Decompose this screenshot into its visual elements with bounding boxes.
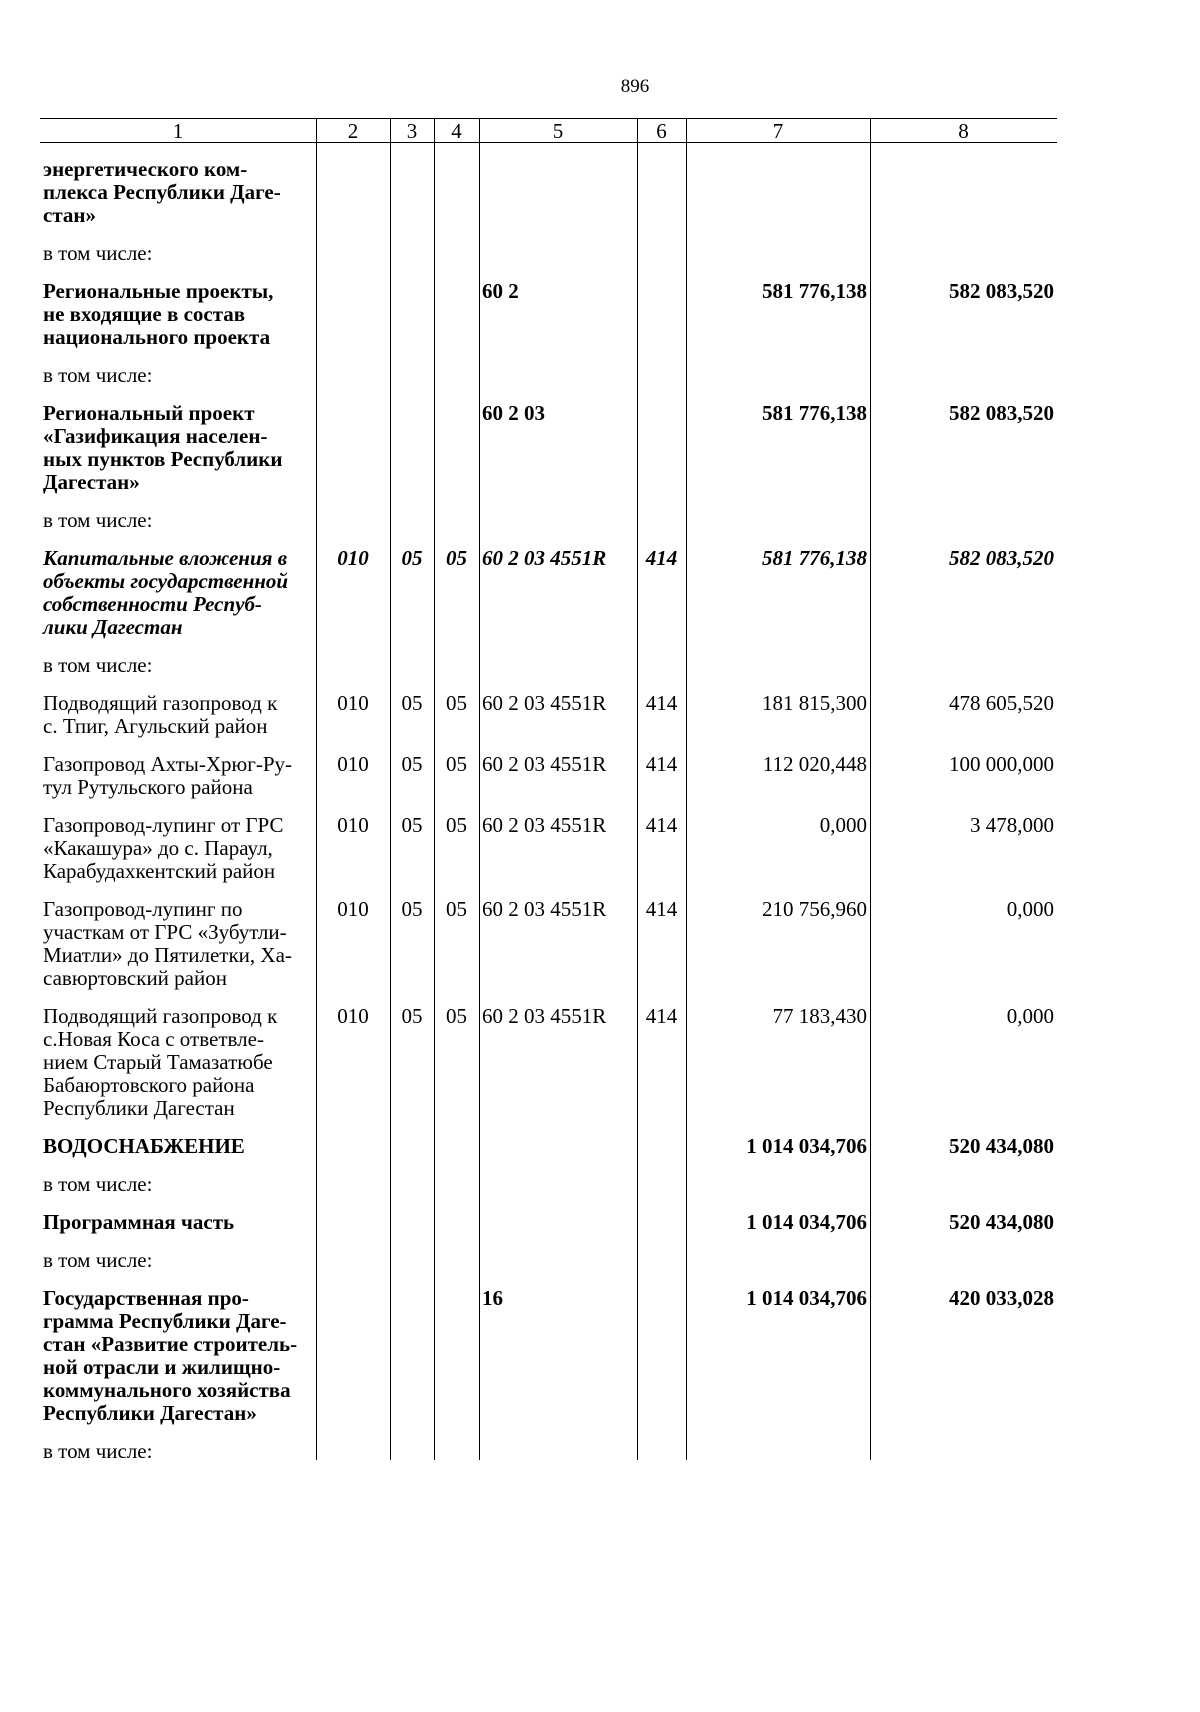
target-article-code (479, 143, 637, 227)
amount-year-1: 181 815,300 (762, 691, 867, 715)
expense-type-code (637, 1272, 686, 1425)
amount-year-1: 581 776,138 (762, 279, 867, 303)
amount-year-2: 3 478,000 (970, 813, 1054, 837)
expense-type-code: 414 (645, 1004, 678, 1028)
column-number-header (40, 118, 1057, 143)
amount-year-2: 582 083,520 (949, 546, 1054, 570)
amount-year-2: 582 083,520 (949, 279, 1054, 303)
target-article-code: 60 2 (482, 279, 519, 303)
ministry-code: 010 (337, 752, 369, 776)
amount-year-2: 520 434,080 (949, 1210, 1054, 1234)
amount-year-2: 478 605,520 (949, 691, 1054, 715)
ministry-code: 010 (337, 813, 369, 837)
column-header: 3 (406, 119, 418, 143)
ministry-code (316, 265, 390, 349)
table-row (40, 799, 1057, 883)
subsection-code (434, 265, 479, 349)
table-row (40, 227, 1057, 265)
target-article-code: 60 2 03 4551R (482, 813, 607, 837)
table-row (40, 883, 1057, 990)
ministry-code (316, 227, 390, 265)
amount-year-1: 210 756,960 (762, 897, 867, 921)
section-code (390, 1234, 434, 1272)
budget-table (40, 118, 1057, 1463)
section-code (390, 1158, 434, 1196)
section-code (390, 265, 434, 349)
expense-type-code (637, 639, 686, 677)
table-row (40, 1234, 1057, 1272)
ministry-code (316, 1272, 390, 1425)
section-code: 05 (401, 813, 423, 837)
target-article-code: 60 2 03 4551R (482, 691, 607, 715)
amount-year-2 (870, 1158, 1057, 1196)
ministry-code (316, 349, 390, 387)
amount-year-1: 1 014 034,706 (746, 1134, 867, 1158)
target-article-code: 60 2 03 4551R (482, 752, 607, 776)
row-label: в том числе: (43, 1248, 153, 1272)
section-code (390, 1425, 434, 1463)
section-code (390, 143, 434, 227)
section-code: 05 (401, 1004, 423, 1028)
amount-year-2: 520 434,080 (949, 1134, 1054, 1158)
amount-year-1: 112 020,448 (762, 752, 867, 776)
amount-year-2 (870, 494, 1057, 532)
subsection-code: 05 (446, 752, 467, 776)
ministry-code: 010 (337, 897, 369, 921)
amount-year-1 (686, 494, 870, 532)
section-code (390, 387, 434, 494)
ministry-code (316, 143, 390, 227)
expense-type-code (637, 1196, 686, 1234)
amount-year-1 (686, 1158, 870, 1196)
ministry-code (316, 1425, 390, 1463)
row-label: в том числе: (43, 653, 153, 677)
section-code (390, 1196, 434, 1234)
table-row (40, 387, 1057, 494)
row-label: Региональный проект «Газификация населен- ных пунктов Республики Дагестан» (43, 401, 283, 494)
column-header: 5 (552, 119, 564, 143)
row-label: Газопровод-лупинг по участкам от ГРС «Зубутли- Миатли» до Пятилетки, Ха- савюртовский район (43, 897, 292, 990)
subsection-code (434, 1158, 479, 1196)
table-row (40, 1425, 1057, 1463)
subsection-code: 05 (446, 813, 467, 837)
budget-table-frame (40, 118, 1057, 1463)
amount-year-2 (870, 639, 1057, 677)
target-article-code (479, 349, 637, 387)
expense-type-code: 414 (645, 691, 678, 715)
target-article-code (479, 1158, 637, 1196)
column-header: 7 (772, 119, 784, 143)
table-row (40, 349, 1057, 387)
amount-year-1: 1 014 034,706 (746, 1210, 867, 1234)
amount-year-2: 0,000 (1006, 897, 1054, 921)
expense-type-code (637, 265, 686, 349)
table-row (40, 1272, 1057, 1425)
column-header: 4 (451, 119, 462, 143)
target-article-code (479, 1234, 637, 1272)
row-label: в том числе: (43, 1172, 153, 1196)
section-code (390, 1120, 434, 1158)
ministry-code (316, 1196, 390, 1234)
subsection-code (434, 1234, 479, 1272)
amount-year-1: 581 776,138 (762, 401, 867, 425)
target-article-code (479, 1120, 637, 1158)
target-article-code: 60 2 03 4551R (482, 1004, 607, 1028)
amount-year-1 (686, 639, 870, 677)
expense-type-code (637, 1120, 686, 1158)
ministry-code (316, 494, 390, 532)
row-label: Газопровод Ахты-Хрюг-Ру- тул Рутульского района (43, 752, 293, 799)
amount-year-2 (870, 1234, 1057, 1272)
amount-year-2: 420 033,028 (949, 1286, 1054, 1310)
subsection-code (434, 1272, 479, 1425)
subsection-code (434, 494, 479, 532)
table-row (40, 1120, 1057, 1158)
row-label: ВОДОСНАБЖЕНИЕ (43, 1134, 245, 1158)
table-row (40, 143, 1057, 227)
table-row (40, 1196, 1057, 1234)
target-article-code: 60 2 03 4551R (482, 897, 607, 921)
expense-type-code (637, 1234, 686, 1272)
ministry-code: 010 (337, 1004, 369, 1028)
row-label: Газопровод-лупинг от ГРС «Какашура» до с. Параул, Карабудахкентский район (43, 813, 284, 883)
column-header: 8 (958, 119, 969, 143)
amount-year-1 (686, 1425, 870, 1463)
expense-type-code (637, 1425, 686, 1463)
target-article-code: 60 2 03 4551R (482, 546, 607, 570)
ministry-code (316, 1158, 390, 1196)
subsection-code (434, 387, 479, 494)
row-label: в том числе: (43, 241, 153, 265)
subsection-code (434, 639, 479, 677)
amount-year-1 (686, 227, 870, 265)
expense-type-code (637, 1158, 686, 1196)
table-row (40, 1158, 1057, 1196)
expense-type-code: 414 (645, 897, 678, 921)
table-row (40, 494, 1057, 532)
ministry-code (316, 639, 390, 677)
row-label: Подводящий газопровод к с. Тпиг, Агульский район (43, 691, 278, 738)
table-row (40, 990, 1057, 1120)
target-article-code (479, 494, 637, 532)
ministry-code: 010 (337, 691, 369, 715)
subsection-code: 05 (446, 1004, 467, 1028)
row-label: в том числе: (43, 508, 153, 532)
table-row (40, 265, 1057, 349)
amount-year-1 (686, 1234, 870, 1272)
subsection-code: 05 (446, 691, 467, 715)
section-code: 05 (401, 897, 423, 921)
section-code: 05 (401, 546, 423, 570)
target-article-code: 16 (482, 1286, 503, 1310)
amount-year-1 (686, 143, 870, 227)
amount-year-1: 0,000 (819, 813, 867, 837)
row-label: Подводящий газопровод к с.Новая Коса с ответвле- нием Старый Тамазатюбе Бабаюртовского района Республики Дагестан (43, 1004, 278, 1120)
expense-type-code: 414 (645, 752, 678, 776)
amount-year-1: 77 183,430 (772, 1004, 867, 1028)
table-row (40, 532, 1057, 639)
expense-type-code: 414 (645, 813, 678, 837)
target-article-code (479, 1425, 637, 1463)
subsection-code (434, 227, 479, 265)
table-row (40, 738, 1057, 799)
section-code (390, 494, 434, 532)
section-code: 05 (401, 691, 423, 715)
amount-year-2: 582 083,520 (949, 401, 1054, 425)
section-code: 05 (401, 752, 423, 776)
ministry-code (316, 1234, 390, 1272)
section-code (390, 639, 434, 677)
amount-year-2 (870, 227, 1057, 265)
amount-year-2 (870, 349, 1057, 387)
subsection-code (434, 1425, 479, 1463)
ministry-code: 010 (337, 546, 369, 570)
expense-type-code (637, 349, 686, 387)
expense-type-code (637, 494, 686, 532)
column-header: 2 (347, 119, 359, 143)
table-row (40, 677, 1057, 738)
subsection-code (434, 143, 479, 227)
expense-type-code (637, 143, 686, 227)
ministry-code (316, 1120, 390, 1158)
amount-year-1: 1 014 034,706 (746, 1286, 867, 1310)
expense-type-code (637, 387, 686, 494)
row-label: Государственная про- грамма Республики Даге- стан «Развитие строитель- ной отрасли и жилищно- коммунального хозяйства Республики Дагестан» (43, 1286, 298, 1425)
section-code (390, 227, 434, 265)
amount-year-2: 100 000,000 (949, 752, 1054, 776)
row-label: энергетического ком- плекса Республики Даге- стан» (43, 157, 281, 227)
page-number: 896 (620, 76, 650, 97)
target-article-code (479, 1196, 637, 1234)
subsection-code: 05 (446, 897, 467, 921)
expense-type-code (637, 227, 686, 265)
expense-type-code: 414 (645, 546, 678, 570)
subsection-code (434, 1120, 479, 1158)
amount-year-2 (870, 143, 1057, 227)
column-header: 6 (656, 119, 667, 143)
subsection-code (434, 349, 479, 387)
ministry-code (316, 387, 390, 494)
column-header: 1 (172, 119, 184, 143)
amount-year-1 (686, 349, 870, 387)
section-code (390, 349, 434, 387)
table-row (40, 639, 1057, 677)
target-article-code (479, 227, 637, 265)
target-article-code (479, 639, 637, 677)
amount-year-2 (870, 1425, 1057, 1463)
row-label: Капитальные вложения в объекты государственной собственности Респуб- лики Дагестан (43, 546, 289, 639)
subsection-code (434, 1196, 479, 1234)
subsection-code: 05 (446, 546, 467, 570)
amount-year-2: 0,000 (1006, 1004, 1054, 1028)
row-label: Региональные проекты, не входящие в состав национального проекта (43, 279, 274, 349)
row-label: Программная часть (43, 1210, 235, 1234)
amount-year-1: 581 776,138 (762, 546, 867, 570)
row-label: в том числе: (43, 1439, 153, 1463)
row-label: в том числе: (43, 363, 153, 387)
target-article-code: 60 2 03 (482, 401, 545, 425)
section-code (390, 1272, 434, 1425)
